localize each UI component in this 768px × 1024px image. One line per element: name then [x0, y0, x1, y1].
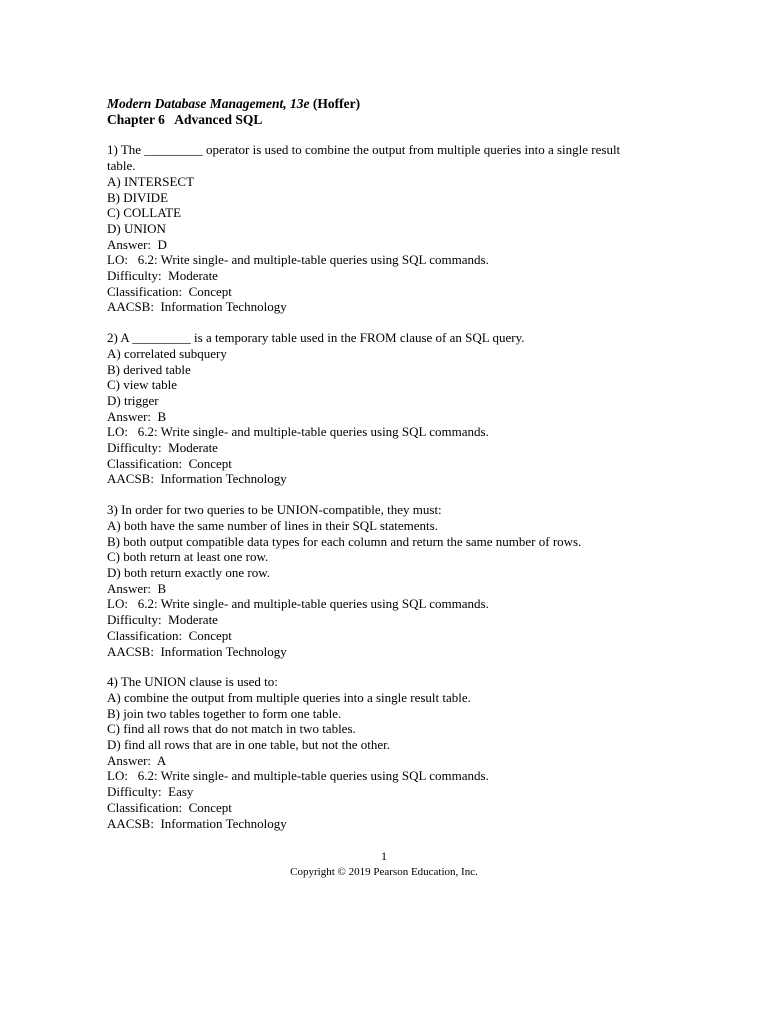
aacsb: AACSB: Information Technology — [107, 815, 287, 831]
page-number: 1 — [381, 849, 387, 863]
book-title: Modern Database Management, 13e — [107, 96, 310, 111]
question-stem: 3) In order for two queries to be UNION-compatible, they must: — [107, 502, 442, 518]
answer: Answer: B — [107, 408, 167, 424]
book-title-line — [107, 96, 697, 112]
option-d: D) find all rows that are in one table, but not the other. — [107, 737, 391, 753]
question-3 — [107, 502, 697, 659]
question-stem: 1) The _________ operator is used to combine the output from multiple queries into a single result — [107, 142, 621, 158]
answer: Answer: B — [107, 580, 167, 596]
option-b: B) derived table — [107, 361, 191, 377]
difficulty: Difficulty: Moderate — [107, 440, 218, 456]
option-a: A) combine the output from multiple queries into a single result table. — [107, 689, 471, 705]
copyright-notice: Copyright © 2019 Pearson Education, Inc. — [290, 866, 478, 878]
option-d: D) trigger — [107, 392, 159, 408]
page-footer — [0, 848, 768, 880]
answer: Answer: D — [107, 236, 167, 252]
difficulty: Difficulty: Moderate — [107, 268, 218, 284]
option-a: A) correlated subquery — [107, 345, 227, 361]
option-c: C) both return at least one row. — [107, 549, 269, 565]
difficulty: Difficulty: Moderate — [107, 612, 218, 628]
question-1 — [107, 142, 697, 315]
option-d: D) UNION — [107, 220, 166, 236]
learning-objective: LO: 6.2: Write single- and multiple-table queries using SQL commands. — [107, 596, 489, 612]
option-c: C) view table — [107, 377, 178, 393]
question-2 — [107, 330, 697, 487]
option-c: C) COLLATE — [107, 205, 182, 221]
book-author: (Hoffer) — [312, 96, 361, 111]
question-4 — [107, 674, 697, 831]
option-a: A) INTERSECT — [107, 173, 195, 189]
classification: Classification: Concept — [107, 283, 232, 299]
chapter-title: Advanced SQL — [174, 111, 263, 127]
aacsb: AACSB: Information Technology — [107, 643, 287, 659]
chapter-heading — [107, 112, 697, 128]
question-stem: 2) A _________ is a temporary table used in the FROM clause of an SQL query. — [107, 330, 525, 346]
question-stem-continued: table. — [107, 158, 136, 174]
option-b: B) both output compatible data types for each column and return the same number of rows. — [107, 533, 582, 549]
learning-objective: LO: 6.2: Write single- and multiple-table queries using SQL commands. — [107, 252, 489, 268]
document-page — [107, 96, 697, 831]
aacsb: AACSB: Information Technology — [107, 299, 287, 315]
option-c: C) find all rows that do not match in two tables. — [107, 721, 356, 737]
learning-objective: LO: 6.2: Write single- and multiple-table queries using SQL commands. — [107, 424, 489, 440]
option-b: B) join two tables together to form one table. — [107, 705, 342, 721]
classification: Classification: Concept — [107, 627, 232, 643]
answer: Answer: A — [107, 752, 167, 768]
question-stem: 4) The UNION clause is used to: — [107, 674, 278, 690]
option-d: D) both return exactly one row. — [107, 564, 271, 580]
classification: Classification: Concept — [107, 799, 232, 815]
difficulty: Difficulty: Easy — [107, 784, 194, 800]
option-a: A) both have the same number of lines in their SQL statements. — [107, 517, 438, 533]
option-b: B) DIVIDE — [107, 189, 169, 205]
learning-objective: LO: 6.2: Write single- and multiple-table queries using SQL commands. — [107, 768, 489, 784]
chapter-number: Chapter 6 — [107, 111, 165, 127]
classification: Classification: Concept — [107, 455, 232, 471]
aacsb: AACSB: Information Technology — [107, 471, 287, 487]
